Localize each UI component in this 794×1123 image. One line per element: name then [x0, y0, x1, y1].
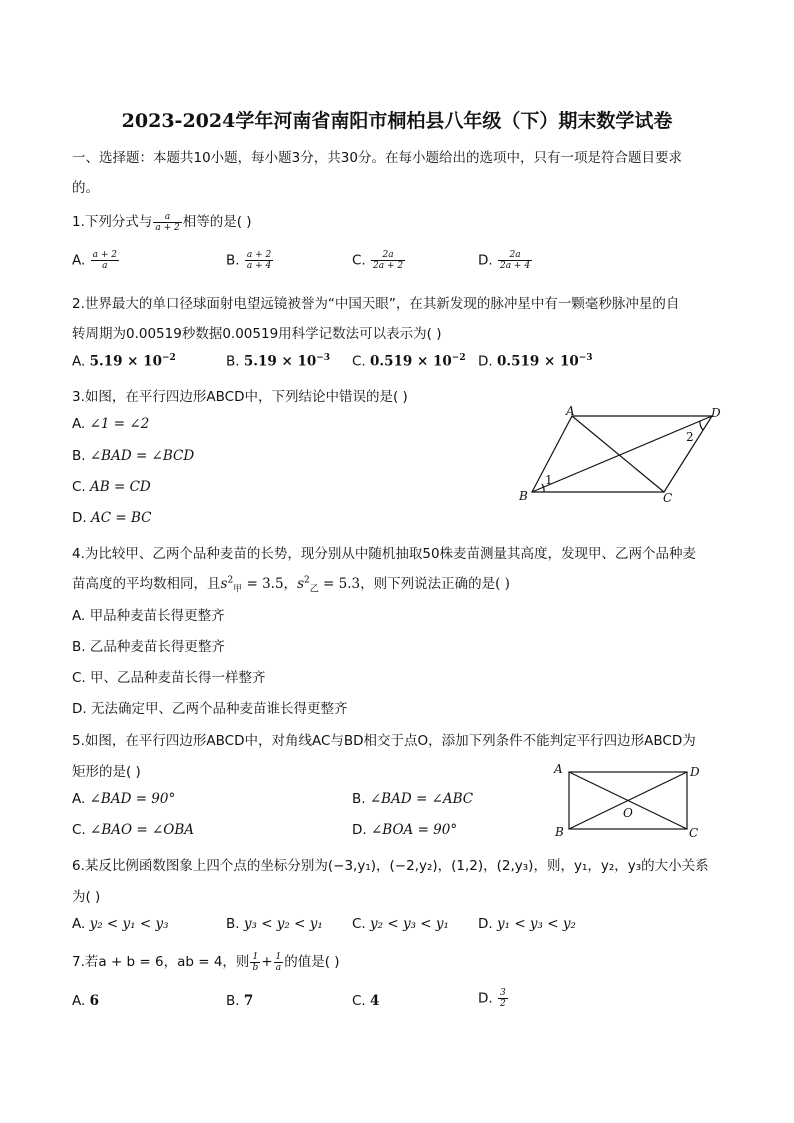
option-mantissa: 5.19 × 10 — [243, 353, 317, 370]
option-text: AC = BC — [90, 510, 152, 526]
option-label: A. — [72, 993, 86, 1009]
plus-sign: + — [261, 954, 273, 970]
option-fraction — [245, 250, 273, 271]
option-fraction — [498, 250, 532, 271]
option-label: B. — [72, 639, 86, 655]
variance-symbol-yi: s — [297, 576, 304, 592]
q7-option-d — [478, 988, 509, 1009]
label-o: O — [623, 806, 633, 820]
option-mantissa: 5.19 × 10 — [89, 353, 162, 370]
question-5-line2: 矩形的是( ) — [72, 764, 141, 780]
option-text: 乙品种麦苗长得更整齐 — [89, 639, 225, 655]
option-mantissa: 0.519 × 10 — [496, 353, 579, 370]
angle-2-arc — [700, 421, 703, 430]
option-text: 6 — [89, 993, 99, 1009]
question-5-line1: 5.如图，在平行四边形ABCD中，对角线AC与BD相交于点O，添加下列条件不能判定平行四边形ABCD为 — [72, 733, 696, 749]
q4-text: 苗高度的平均数相同，且 — [72, 576, 221, 592]
frac-num: 1 — [275, 951, 282, 962]
q7-option-c — [352, 993, 379, 1009]
option-text: AB = CD — [90, 479, 151, 495]
option-label: B. — [72, 448, 86, 464]
variance-value-yi: = 5.3，则下列说法正确的是( ) — [318, 576, 510, 592]
option-exponent: −3 — [578, 353, 593, 363]
option-text: ∠BAO = ∠OBA — [90, 822, 195, 838]
q1-option-a — [72, 250, 120, 271]
frac-den: b — [252, 962, 259, 973]
page-title: 2023-2024学年河南省南阳市桐柏县八年级（下）期末数学试卷 — [121, 110, 673, 132]
option-label: B. — [226, 353, 240, 370]
option-text: y₃ < y₂ < y₁ — [243, 916, 323, 932]
q6-option-b — [226, 916, 323, 932]
q4-option-c — [72, 666, 266, 686]
q2-option-d — [478, 353, 593, 370]
q4-option-a — [72, 604, 225, 624]
option-text: y₂ < y₁ < y₃ — [89, 916, 169, 932]
q3-option-c — [72, 479, 151, 495]
variance-value-jia: = 3.5， — [242, 576, 298, 592]
frac-den: a — [275, 962, 282, 973]
q6-option-d — [478, 916, 576, 932]
label-c: C — [663, 491, 673, 504]
option-text: 甲、乙品种麦苗长得一样整齐 — [90, 670, 266, 686]
label-d: D — [690, 765, 700, 779]
option-label: A. — [72, 353, 86, 370]
label-b: B — [519, 489, 528, 503]
label-b: B — [555, 825, 564, 839]
q1-option-c — [352, 250, 406, 271]
q5-option-d — [352, 822, 457, 838]
option-label: C. — [72, 670, 86, 686]
option-label: C. — [72, 822, 86, 838]
question-4-line2 — [72, 572, 510, 595]
q1-fraction — [153, 212, 181, 233]
option-text: ∠1 = ∠2 — [89, 416, 150, 432]
option-text: y₂ < y₃ < y₁ — [370, 916, 449, 932]
question-4-line1: 4.为比较甲、乙两个品种麦苗的长势，现分别从中随机抽取50株麦苗测量其高度，发现甲、乙两个品种麦 — [72, 546, 697, 562]
option-text: y₁ < y₃ < y₂ — [496, 916, 576, 932]
frac-num: 3 — [499, 988, 506, 998]
option-text: ∠BAD = ∠ABC — [369, 791, 474, 807]
frac-num: a + 2 — [246, 250, 272, 260]
frac-num: a + 2 — [92, 250, 117, 260]
option-text: ∠BAD = 90° — [89, 791, 176, 807]
question-7-stem — [72, 950, 340, 973]
frac-den: a — [102, 261, 108, 271]
q1-option-b — [226, 250, 274, 271]
label-angle-1: 1 — [545, 473, 553, 487]
frac-num: 1 — [250, 952, 260, 963]
q2-option-b — [226, 353, 330, 370]
frac-den: 2 — [499, 999, 506, 1009]
frac-num: 2a — [498, 250, 532, 261]
q5-option-a — [72, 791, 175, 807]
question-6-line1: 6.某反比例函数图象上四个点的坐标分别为(−3,y₁)，(−2,y₂)，(1,2)，(2,y₃)，则，y₁，y₂，y₃的大小关系 — [72, 858, 709, 874]
q6-option-a — [72, 916, 169, 932]
label-a: A — [554, 762, 563, 776]
option-text: 无法确定甲、乙两个品种麦苗谁长得更整齐 — [90, 701, 348, 717]
q1-text-before: 1.下列分式与 — [72, 214, 153, 230]
q7-option-b — [226, 993, 253, 1009]
frac-num: 2a — [371, 250, 405, 261]
option-text: 甲品种麦苗长得更整齐 — [89, 608, 225, 624]
q3-option-b — [72, 448, 194, 464]
question-6-line2: 为( ) — [72, 889, 101, 905]
diagonal-ac — [572, 416, 664, 492]
diagonal-bd — [532, 416, 712, 492]
option-label: D. — [72, 701, 87, 717]
label-d: D — [711, 406, 721, 420]
option-label: B. — [226, 252, 240, 269]
question-2-line2: 转周期为0.00519秒数据0.00519用科学记数法可以表示为( ) — [72, 326, 442, 342]
option-fraction — [371, 250, 405, 271]
option-fraction — [498, 988, 508, 1009]
q1-text-after: 相等的是( ) — [182, 214, 252, 230]
option-label: A. — [72, 608, 86, 624]
q2-option-c — [352, 353, 466, 370]
q4-option-d — [72, 697, 347, 717]
q3-option-a — [72, 416, 149, 432]
option-label: D. — [352, 822, 367, 838]
option-exponent: −2 — [161, 353, 176, 363]
option-text: 7 — [243, 993, 254, 1009]
subscript-jia: 甲 — [233, 584, 243, 595]
option-label: A. — [72, 252, 86, 269]
option-label: D. — [478, 252, 493, 269]
option-label: B. — [352, 791, 366, 807]
q1-option-d — [478, 250, 533, 271]
option-exponent: −2 — [451, 353, 466, 363]
option-label: C. — [352, 353, 366, 370]
frac-den: a + 4 — [246, 261, 272, 271]
option-label: A. — [72, 791, 86, 807]
q7-fraction-2 — [274, 952, 284, 973]
option-label: C. — [352, 993, 366, 1009]
option-label: B. — [226, 993, 240, 1009]
q1-frac-num: a — [153, 212, 181, 223]
rectangle-figure — [552, 760, 712, 842]
option-label: D. — [478, 353, 493, 370]
option-label: A. — [72, 416, 86, 432]
question-3-stem: 3.如图，在平行四边形ABCD中，下列结论中错误的是( ) — [72, 389, 408, 405]
label-a: A — [566, 404, 575, 418]
question-2-line1: 2.世界最大的单口径球面射电望远镜被誉为“中国天眼”，在其新发现的脉冲星中有一颗毫秒脉冲星的自 — [72, 296, 680, 312]
option-fraction — [91, 250, 119, 271]
section-instruction-line2: 的。 — [72, 180, 99, 196]
option-label: C. — [352, 916, 366, 932]
option-exponent: −3 — [316, 353, 331, 363]
option-label: A. — [72, 916, 86, 932]
label-c: C — [689, 826, 699, 840]
square-exponent: 2 — [227, 575, 234, 586]
q7-option-a — [72, 993, 99, 1009]
frac-den: 2a + 4 — [499, 261, 531, 271]
option-mantissa: 0.519 × 10 — [370, 353, 452, 370]
q1-frac-den: a + 2 — [155, 222, 180, 233]
question-1-stem — [72, 210, 252, 233]
variance-symbol-jia: s — [220, 576, 228, 592]
option-text: ∠BAD = ∠BCD — [89, 448, 195, 464]
square-exponent: 2 — [304, 575, 310, 586]
q2-option-a — [72, 353, 176, 370]
q7-text-before: 7.若a + b = 6，ab = 4，则 — [72, 954, 250, 970]
option-text: ∠BOA = 90° — [370, 822, 458, 838]
q6-option-c — [352, 916, 449, 932]
q7-fraction-1 — [250, 952, 260, 973]
q4-option-b — [72, 635, 225, 655]
option-label: C. — [352, 252, 366, 269]
subscript-yi: 乙 — [309, 584, 319, 595]
option-label: D. — [478, 916, 493, 932]
option-label: D. — [478, 990, 493, 1007]
option-label: D. — [72, 510, 87, 526]
frac-den: 2a + 2 — [373, 261, 404, 271]
option-label: B. — [226, 916, 240, 932]
q3-option-d — [72, 510, 151, 526]
q5-option-b — [352, 791, 473, 807]
label-angle-2: 2 — [686, 430, 694, 444]
section-instruction-line1: 一、选择题：本题共10小题，每小题3分，共30分。在每小题给出的选项中，只有一项是符合题目要求 — [72, 150, 682, 166]
q5-option-c — [72, 822, 194, 838]
parallelogram-figure — [510, 404, 730, 504]
q7-text-after: 的值是( ) — [284, 954, 340, 970]
option-text: 4 — [370, 993, 380, 1009]
option-label: C. — [72, 479, 86, 495]
